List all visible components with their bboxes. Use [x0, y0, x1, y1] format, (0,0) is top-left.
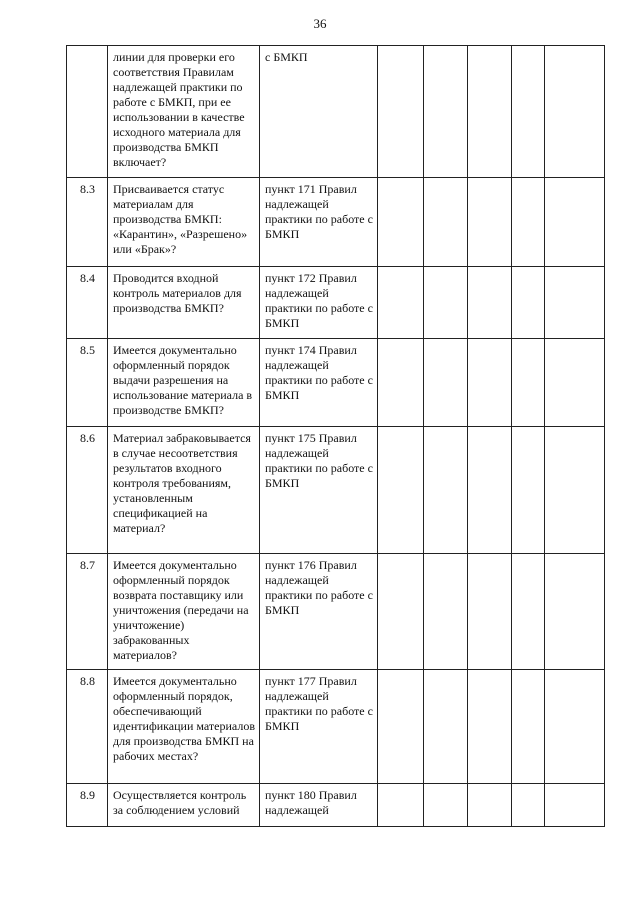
- table-row: [67, 46, 605, 178]
- note-cell[interactable]: [545, 670, 605, 784]
- answer-cell[interactable]: [424, 427, 468, 554]
- answer-cell[interactable]: [512, 178, 545, 267]
- table-row: [67, 670, 605, 784]
- note-cell[interactable]: [545, 267, 605, 339]
- table-row: [67, 554, 605, 670]
- table-row: [67, 178, 605, 267]
- answer-cell[interactable]: [512, 554, 545, 670]
- question-text: Осуществляется контроль за соблюдением условий: [108, 784, 260, 827]
- question-text: линии для проверки его соответствия Правилам надлежащей практики по работе с БМКП, при ее использовании в качестве исходного материала для производства БМКП включает?: [108, 46, 260, 178]
- answer-cell[interactable]: [378, 670, 424, 784]
- answer-cell[interactable]: [468, 427, 512, 554]
- answer-cell[interactable]: [512, 670, 545, 784]
- answer-cell[interactable]: [424, 178, 468, 267]
- table-row: [67, 339, 605, 427]
- note-cell[interactable]: [545, 339, 605, 427]
- reference-text: пункт 174 Правил надлежащей практики по работе с БМКП: [260, 339, 378, 427]
- answer-cell[interactable]: [378, 339, 424, 427]
- table-row: [67, 784, 605, 827]
- note-cell[interactable]: [545, 46, 605, 178]
- question-text: Имеется документально оформленный порядок выдачи разрешения на использование материала в производстве БМКП?: [108, 339, 260, 427]
- answer-cell[interactable]: [378, 178, 424, 267]
- answer-cell[interactable]: [378, 784, 424, 827]
- question-text: Материал забраковывается в случае несоответствия результатов входного контроля требованиям, установленным спецификацией на материал?: [108, 427, 260, 554]
- answer-cell[interactable]: [468, 784, 512, 827]
- answer-cell[interactable]: [378, 267, 424, 339]
- reference-text: пункт 172 Правил надлежащей практики по работе с БМКП: [260, 267, 378, 339]
- row-number: 8.3: [67, 178, 108, 267]
- table-row: [67, 267, 605, 339]
- reference-text: пункт 177 Правил надлежащей практики по работе с БМКП: [260, 670, 378, 784]
- page-number: 36: [313, 16, 327, 31]
- answer-cell[interactable]: [468, 554, 512, 670]
- answer-cell[interactable]: [378, 427, 424, 554]
- row-number: 8.5: [67, 339, 108, 427]
- answer-cell[interactable]: [512, 784, 545, 827]
- answer-cell[interactable]: [468, 178, 512, 267]
- note-cell[interactable]: [545, 178, 605, 267]
- answer-cell[interactable]: [512, 46, 545, 178]
- question-text: Имеется документально оформленный порядок возврата поставщику или уничтожения (передачи на уничтожение) забракованных материалов?: [108, 554, 260, 670]
- reference-text: пункт 175 Правил надлежащей практики по работе с БМКП: [260, 427, 378, 554]
- answer-cell[interactable]: [512, 339, 545, 427]
- question-text: Присваивается статус материалам для производства БМКП: «Карантин», «Разрешено» или «Брак»?: [108, 178, 260, 267]
- row-number: 8.4: [67, 267, 108, 339]
- note-cell[interactable]: [545, 784, 605, 827]
- answer-cell[interactable]: [424, 784, 468, 827]
- row-number: 8.6: [67, 427, 108, 554]
- answer-cell[interactable]: [424, 670, 468, 784]
- reference-text: пункт 180 Правил надлежащей: [260, 784, 378, 827]
- question-text: Имеется документально оформленный порядок, обеспечивающий идентификации материалов для производства БМКП на рабочих местах?: [108, 670, 260, 784]
- row-number: 8.8: [67, 670, 108, 784]
- reference-text: пункт 171 Правил надлежащей практики по работе с БМКП: [260, 178, 378, 267]
- question-text: Проводится входной контроль материалов для производства БМКП?: [108, 267, 260, 339]
- answer-cell[interactable]: [424, 46, 468, 178]
- reference-text: с БМКП: [260, 46, 378, 178]
- answer-cell[interactable]: [512, 267, 545, 339]
- answer-cell[interactable]: [378, 554, 424, 670]
- row-number: 8.9: [67, 784, 108, 827]
- answer-cell[interactable]: [424, 554, 468, 670]
- answer-cell[interactable]: [512, 427, 545, 554]
- table-row: [67, 427, 605, 554]
- answer-cell[interactable]: [468, 339, 512, 427]
- answer-cell[interactable]: [378, 46, 424, 178]
- row-number: [67, 46, 108, 178]
- reference-text: пункт 176 Правил надлежащей практики по работе с БМКП: [260, 554, 378, 670]
- row-number: 8.7: [67, 554, 108, 670]
- note-cell[interactable]: [545, 427, 605, 554]
- note-cell[interactable]: [545, 554, 605, 670]
- answer-cell[interactable]: [468, 267, 512, 339]
- answer-cell[interactable]: [468, 670, 512, 784]
- answer-cell[interactable]: [424, 339, 468, 427]
- answer-cell[interactable]: [424, 267, 468, 339]
- answer-cell[interactable]: [468, 46, 512, 178]
- checklist-table: [66, 45, 605, 827]
